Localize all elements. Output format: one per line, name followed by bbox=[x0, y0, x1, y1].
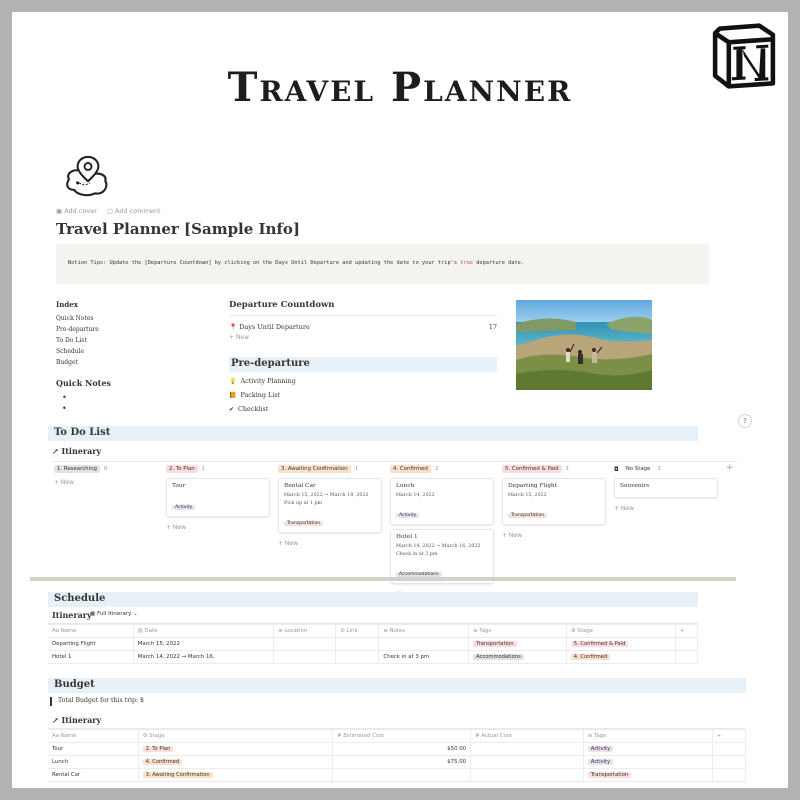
board-add-group-button[interactable]: + bbox=[726, 463, 734, 473]
board-card[interactable] bbox=[278, 478, 382, 533]
help-button[interactable]: ? bbox=[738, 414, 752, 428]
board-card[interactable] bbox=[390, 529, 494, 584]
countdown-value: 17 bbox=[488, 323, 497, 331]
column-header[interactable]: + bbox=[675, 625, 697, 638]
column-header[interactable]: ⚙ Stage bbox=[138, 730, 332, 743]
board-column bbox=[166, 464, 270, 531]
cell-empty bbox=[712, 743, 745, 756]
tag-pill: Activity bbox=[588, 746, 613, 752]
budget-heading: Budget bbox=[48, 678, 746, 693]
board-column-header[interactable] bbox=[278, 464, 382, 474]
card-tag: Activity bbox=[396, 513, 419, 518]
index-link[interactable]: Quick Notes bbox=[56, 315, 94, 322]
budget-table bbox=[48, 729, 746, 782]
board-new-button[interactable]: + New bbox=[166, 524, 187, 531]
center-column bbox=[229, 300, 497, 416]
predeparture-items bbox=[229, 374, 497, 416]
cell-empty bbox=[712, 769, 745, 782]
table-row[interactable] bbox=[48, 743, 746, 756]
cell-name[interactable]: Rental Car bbox=[48, 769, 138, 782]
stage-pill-cell[interactable] bbox=[566, 638, 675, 651]
index-links bbox=[56, 315, 216, 366]
todo-board bbox=[54, 464, 744, 577]
add-comment-label: Add comment bbox=[115, 207, 161, 215]
column-header[interactable]: ≡ Notes bbox=[379, 625, 469, 638]
cell-actual-cost[interactable] bbox=[471, 756, 584, 769]
countdown-label: Days Until Departure bbox=[239, 323, 310, 331]
quick-notes-heading: Quick Notes bbox=[56, 378, 111, 388]
stage-pill: 3. Awaiting Confirmation bbox=[143, 772, 213, 778]
stage-pill-cell[interactable] bbox=[138, 756, 332, 769]
column-header[interactable]: ▤ Date bbox=[133, 625, 273, 638]
table-row[interactable] bbox=[48, 769, 746, 782]
pin-icon: 📍 bbox=[229, 323, 238, 331]
stage-count: 0 bbox=[103, 466, 108, 472]
card-tag: Transportation bbox=[284, 521, 323, 526]
quick-notes-bullets bbox=[56, 392, 216, 414]
countdown-heading: Departure Countdown bbox=[229, 300, 497, 316]
card-title: Departing Flight bbox=[508, 483, 557, 489]
cell-actual-cost[interactable] bbox=[471, 743, 584, 756]
board-card[interactable] bbox=[614, 478, 718, 498]
stage-pill-cell[interactable] bbox=[138, 769, 332, 782]
schedule-table bbox=[48, 624, 698, 664]
stage-count: 1 bbox=[201, 466, 206, 472]
board-column-header[interactable] bbox=[390, 464, 494, 474]
board-column-header[interactable] bbox=[502, 464, 606, 474]
todo-view-link[interactable]: ↗ Itinerary bbox=[52, 446, 102, 456]
stage-count: 2 bbox=[434, 466, 439, 472]
board-new-button[interactable]: + New bbox=[614, 505, 635, 512]
stage-count: 1 bbox=[565, 466, 570, 472]
column-header[interactable]: # Actual Cost bbox=[471, 730, 584, 743]
schedule-view-title: Itinerary bbox=[52, 610, 92, 620]
add-cover-button[interactable]: ▣ Add cover bbox=[56, 207, 97, 215]
cell-empty bbox=[675, 651, 697, 664]
card-tag: Accommodations bbox=[396, 572, 442, 577]
cell-location[interactable] bbox=[274, 651, 336, 664]
travel-photo bbox=[516, 300, 652, 390]
card-title: Hotel 1 bbox=[396, 534, 418, 540]
cell-estimated-cost[interactable]: $75.00 bbox=[333, 756, 471, 769]
column-header[interactable]: Aa Name bbox=[48, 730, 138, 743]
card-detail: March 15, 2022 bbox=[508, 493, 547, 498]
todo-heading: To Do List bbox=[48, 426, 698, 441]
tag-pill-cell[interactable] bbox=[583, 743, 712, 756]
quick-note-bullet[interactable]: • bbox=[62, 404, 67, 413]
stage-count: 1 bbox=[657, 466, 661, 472]
callout-text-end: departure date. bbox=[473, 260, 525, 266]
index-link[interactable]: To Do List bbox=[56, 337, 87, 344]
stage-pill: 4. Confirmed bbox=[571, 654, 611, 660]
callout-text: Notion Tips: Update the [Departure Countdown] by clicking on the Days Until Departure and updating the date to your trip's bbox=[68, 260, 461, 266]
card-detail: March 14, 2022 → March 16, 2022 bbox=[396, 544, 481, 549]
board-column bbox=[54, 464, 158, 486]
index-column bbox=[56, 300, 216, 414]
tag-pill-cell[interactable] bbox=[583, 756, 712, 769]
card-detail: March 15, 2022 → March 18, 2022 bbox=[284, 493, 369, 498]
hero-title: Travel Planner bbox=[227, 64, 573, 111]
cell-date[interactable]: March 14, 2022 → March 16, bbox=[133, 651, 273, 664]
board-new-button[interactable]: + New bbox=[54, 479, 75, 486]
cell-link[interactable] bbox=[336, 638, 379, 651]
board-divider bbox=[52, 461, 737, 462]
budget-view-link[interactable]: ↗ Itinerary bbox=[52, 715, 102, 725]
board-column-header[interactable] bbox=[166, 464, 270, 474]
full-itinerary-view-switch[interactable]: ▦ Full Itinerary ⌄ bbox=[90, 611, 138, 617]
card-title: Rental Car bbox=[284, 483, 316, 489]
board-card[interactable] bbox=[390, 478, 494, 525]
cell-name[interactable]: Departing Flight bbox=[48, 638, 133, 651]
tag-pill: Accommodations bbox=[473, 654, 524, 660]
board-new-button[interactable]: + New bbox=[278, 540, 299, 547]
board-new-button[interactable]: + New bbox=[502, 532, 523, 539]
index-link[interactable]: Schedule bbox=[56, 348, 85, 355]
stage-count: 1 bbox=[354, 466, 359, 472]
index-link[interactable]: Pre-departure bbox=[56, 326, 99, 333]
board-column-header[interactable] bbox=[614, 464, 718, 474]
predeparture-link[interactable] bbox=[229, 374, 497, 388]
page-title[interactable]: Travel Planner [Sample Info] bbox=[56, 220, 300, 238]
table-row[interactable] bbox=[48, 651, 698, 664]
page-icon: 💡 bbox=[229, 378, 237, 385]
no-stage-icon: ◘ bbox=[614, 465, 619, 473]
stage-pill: No Stage bbox=[623, 465, 654, 473]
predeparture-link[interactable] bbox=[229, 402, 497, 416]
countdown-new-button[interactable]: + New bbox=[229, 334, 250, 341]
predeparture-heading: Pre-departure bbox=[229, 357, 497, 372]
cell-link[interactable] bbox=[336, 651, 379, 664]
index-heading: Index bbox=[56, 300, 78, 309]
column-header[interactable]: # Estimated Cost bbox=[333, 730, 471, 743]
card-detail: Check in at 3 pm bbox=[396, 552, 438, 557]
schedule-heading: Schedule bbox=[48, 592, 698, 607]
stage-pill: 5. Confirmed & Paid bbox=[502, 465, 562, 473]
index-link[interactable]: Budget bbox=[56, 359, 78, 366]
cell-location[interactable] bbox=[274, 638, 336, 651]
stage-pill: 5. Confirmed & Paid bbox=[571, 641, 629, 647]
card-title: Lunch bbox=[396, 483, 415, 489]
card-detail: March 14, 2022 bbox=[396, 493, 435, 498]
cell-name[interactable]: Hotel 1 bbox=[48, 651, 133, 664]
countdown-row[interactable] bbox=[229, 320, 497, 334]
stage-pill: 3. Awaiting Confirmation bbox=[278, 465, 351, 473]
notion-tips-callout bbox=[56, 244, 709, 284]
card-tag: Activity bbox=[172, 505, 195, 510]
card-tag: Transportation bbox=[508, 513, 547, 518]
table-row[interactable] bbox=[48, 638, 698, 651]
page-icon: ✔ bbox=[229, 406, 235, 413]
cell-name[interactable]: Tour bbox=[48, 743, 138, 756]
tag-pill-cell[interactable] bbox=[583, 769, 712, 782]
map-pin-icon[interactable] bbox=[62, 150, 114, 202]
add-comment-button[interactable]: ▢ Add comment bbox=[106, 207, 161, 215]
notion-logo-icon bbox=[706, 18, 782, 94]
board-column-header[interactable] bbox=[54, 464, 158, 474]
stage-pill-cell[interactable] bbox=[566, 651, 675, 664]
card-detail: Pick up at 1 pm bbox=[284, 501, 323, 506]
tag-pill: Activity bbox=[588, 759, 613, 765]
board-card[interactable] bbox=[166, 478, 270, 517]
quick-note-bullet[interactable]: • bbox=[62, 393, 67, 402]
tag-pill-cell[interactable] bbox=[469, 651, 567, 664]
card-title: Souvenirs bbox=[620, 483, 650, 489]
cell-date[interactable]: March 15, 2022 bbox=[133, 638, 273, 651]
tag-pill: Transportation bbox=[473, 641, 516, 647]
cell-estimated-cost[interactable] bbox=[333, 769, 471, 782]
travel-photo-image bbox=[516, 300, 652, 390]
column-header[interactable]: ≡ Tags bbox=[583, 730, 712, 743]
column-header[interactable]: ≡ Tags bbox=[469, 625, 567, 638]
column-header[interactable]: ⚙ Stage bbox=[566, 625, 675, 638]
tag-pill-cell[interactable] bbox=[469, 638, 567, 651]
stage-pill: 4. Confirmed bbox=[143, 759, 183, 765]
board-column bbox=[278, 464, 382, 547]
section-divider bbox=[30, 577, 736, 581]
predeparture-link-label: Checklist bbox=[238, 405, 269, 413]
predeparture-link-label: Activity Planning bbox=[240, 377, 296, 385]
column-header[interactable]: ≡ Location bbox=[274, 625, 336, 638]
table-row[interactable] bbox=[48, 756, 746, 769]
page-icon: 📙 bbox=[229, 392, 237, 399]
cell-empty bbox=[675, 638, 697, 651]
cell-name[interactable]: Lunch bbox=[48, 756, 138, 769]
board-card[interactable] bbox=[502, 478, 606, 525]
stage-pill: 2. To Plan bbox=[143, 746, 174, 752]
cell-notes[interactable] bbox=[379, 638, 469, 651]
predeparture-link-label: Packing List bbox=[240, 391, 281, 399]
stage-pill: 2. To Plan bbox=[166, 465, 198, 473]
add-cover-label: Add cover bbox=[64, 207, 97, 215]
cell-estimated-cost[interactable]: $50.00 bbox=[333, 743, 471, 756]
frame bbox=[12, 12, 788, 788]
stage-pill: 1. Researching bbox=[54, 465, 100, 473]
page-meta-row bbox=[56, 207, 161, 215]
column-header[interactable]: + bbox=[712, 730, 745, 743]
card-title: Tour bbox=[172, 483, 186, 489]
column-header[interactable]: ⊘ Link bbox=[336, 625, 379, 638]
stage-pill-cell[interactable] bbox=[138, 743, 332, 756]
cell-notes[interactable]: Check in at 3 pm bbox=[379, 651, 469, 664]
cell-empty bbox=[712, 756, 745, 769]
predeparture-link[interactable] bbox=[229, 388, 497, 402]
budget-total-quote: Total Budget for this trip: $ bbox=[50, 697, 144, 706]
tag-pill: Transportation bbox=[588, 772, 631, 778]
board-column bbox=[614, 464, 718, 512]
stage-pill: 4. Confirmed bbox=[390, 465, 431, 473]
callout-highlight: true bbox=[460, 260, 474, 266]
column-header[interactable]: Aa Name bbox=[48, 625, 133, 638]
cell-actual-cost[interactable] bbox=[471, 769, 584, 782]
board-column bbox=[502, 464, 606, 539]
